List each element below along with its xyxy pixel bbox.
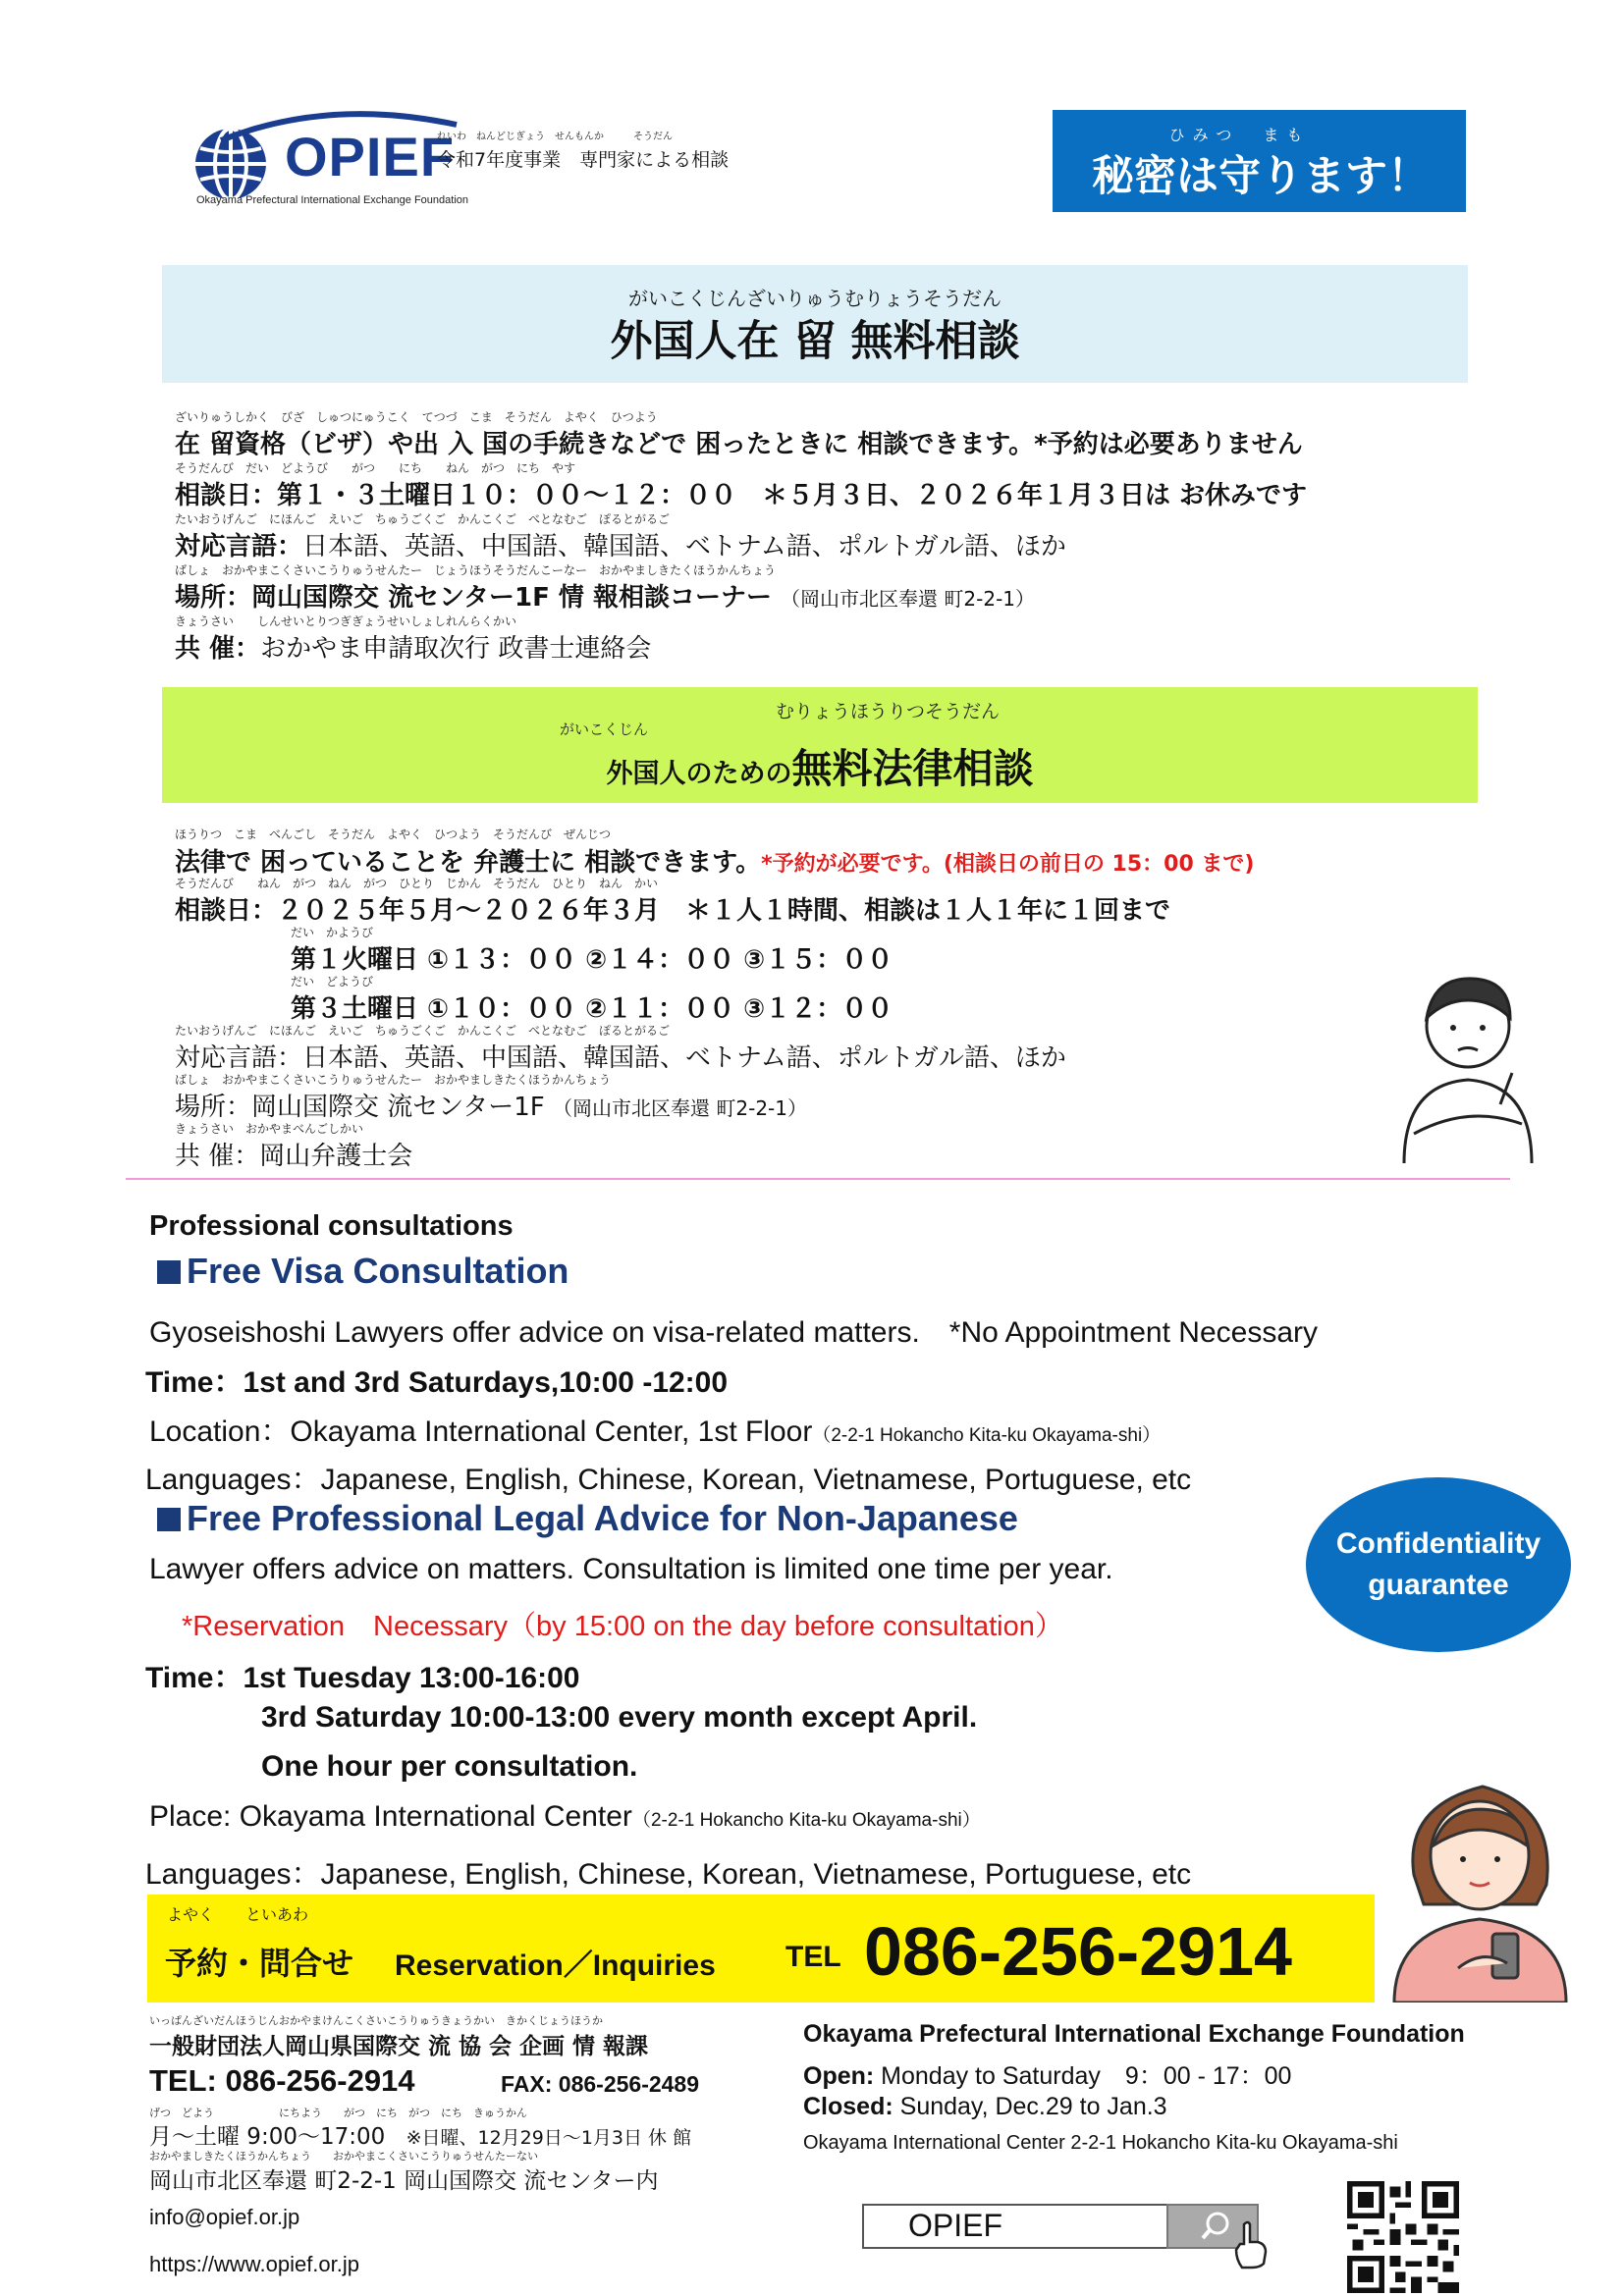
org-name: 一般財団法人岡山県国際交 流 協 会 企画 情 報課	[149, 2034, 649, 2059]
legal-date: 相談日：２０２５年５月～２０２６年３月 ＊１人１時間、相談は１人１年に１回まで	[175, 896, 1171, 926]
secret-label: 秘密は守ります！	[1092, 152, 1430, 201]
logo-text: OPIEF	[285, 126, 456, 187]
legal-time2-en: 3rd Saturday 10:00-13:00 every month except April.	[261, 1701, 978, 1734]
legal-slot1: 第１火曜日 ①１３：００ ②１４：００ ③１５：００	[291, 945, 893, 975]
visa-cohost: おかやま申請取次行 政書士連絡会	[260, 634, 652, 664]
legal-place-address-en: （2-2-1 Hokancho Kita-ku Okayama-shi）	[631, 1810, 981, 1831]
visa-place-ruby: ばしょ おかやまこくさいこうりゅうせんたー じょうほうそうだんこーなー おかやましきたくほうかんちょう	[175, 563, 777, 577]
visa-place: 岡山国際交 流センター1F 情 報相談コーナー	[251, 583, 772, 613]
visa-location-address-en: （2-2-1 Hokancho Kita-ku Okayama-shi）	[812, 1425, 1162, 1446]
visa-heading-en: Free Visa Consultation	[157, 1251, 568, 1292]
visa-intro: 在 留資格（ビザ）や出 入 国の手続きなどで 困ったときに 相談できます。*予約は必要ありません	[175, 430, 1303, 459]
visa-intro-ruby: ざいりゅうしかく びざ しゅつにゅうこく てつづ こま そうだん よやく ひつよう	[175, 410, 658, 424]
secret-badge	[1053, 110, 1466, 212]
reservation-ruby: よやく といあわ	[167, 1905, 309, 1924]
visa-cohost-label: 共 催：	[175, 634, 261, 664]
legal-time3-en: One hour per consultation.	[261, 1750, 638, 1783]
legal-cohost-label: 共 催：	[175, 1142, 260, 1171]
legal-slot1-ruby: だい かようび	[291, 926, 374, 939]
address-ruby: おかやましきたくほうかんちょう おかやまこくさいこうりゅうせんたーない	[149, 2150, 538, 2163]
footer-url[interactable]: https://www.opief.or.jp	[149, 2252, 359, 2276]
legal-cohost: 岡山弁護士会	[259, 1142, 413, 1171]
search-icon	[1198, 2209, 1237, 2244]
closed-label: Closed:	[803, 2093, 893, 2120]
search-input[interactable]	[862, 2204, 1168, 2249]
legal-date-ruby: そうだんび ねん がつ ねん がつ ひとり じかん そうだん ひとり ねん かい	[175, 877, 659, 890]
visa-time-en: Time：1st and 3rd Saturdays,10:00 -12:00	[145, 1366, 729, 1399]
footer-hours-note: ※日曜、12月29日～1月3日 休 館	[406, 2127, 692, 2149]
visa-place-label: 場所：	[175, 583, 252, 613]
reservation-en: Reservation／Inquiries	[395, 1949, 716, 1982]
confidentiality-badge	[1306, 1477, 1571, 1652]
visa-lang-label: 対応言語：	[175, 532, 303, 561]
legal-lang-ruby: たいおうげんご にほんご えいご ちゅうごくご かんこくご べとなむご ぽるとがるご	[175, 1024, 671, 1038]
org-name-en: Okayama Prefectural International Exchange Foundation	[803, 2020, 1465, 2048]
legal-place-ruby: ばしょ おかやまこくさいこうりゅうせんたー おかやましきたくほうかんちょう	[175, 1073, 612, 1087]
footer-hours: 月～土曜 9:00～17:00	[149, 2124, 386, 2150]
visa-date-ruby: そうだんび だい どようび がつ にち ねん がつ にち やす	[175, 461, 576, 475]
legal-slot2-ruby: だい どようび	[291, 975, 374, 988]
thinking-man-illustration	[1394, 957, 1542, 1163]
footer-tel[interactable]: TEL: 086-256-2914	[149, 2063, 415, 2098]
english-section-title: Professional consultations	[149, 1210, 514, 1242]
hours-ruby: げつ どよう にちよう がつ にち がつ にち きゅうかん	[149, 2107, 527, 2119]
legal-cohost-ruby: きょうさい おかやまべんごしかい	[175, 1122, 364, 1136]
legal-title: 無料法律相談	[791, 745, 1034, 792]
visa-place-address: （岡山市北区奉還 町2-2-1）	[781, 587, 1036, 611]
phone-number[interactable]: 086-256-2914	[864, 1913, 1292, 1990]
legal-languages-en: Languages：Japanese, English, Chinese, Korean, Vietnamese, Portuguese, etc	[145, 1858, 1192, 1891]
secret-ruby: ひみつ まも	[1168, 126, 1311, 144]
visa-title-band	[162, 265, 1468, 383]
visa-title: 外国人在 留 無料相談	[610, 317, 1020, 366]
legal-time1-en: Time：1st Tuesday 13:00-16:00	[145, 1662, 580, 1694]
closed-days: Sunday, Dec.29 to Jan.3	[899, 2093, 1167, 2120]
legal-languages: 日本語、英語、中国語、韓国語、ベトナム語、ポルトガル語、ほか	[302, 1043, 1066, 1073]
legal-place-address: （岡山市北区奉還 町2-2-1）	[553, 1096, 807, 1120]
visa-cohost-ruby: きょうさい しんせいとりつぎぎょうせいしょしれんらくかい	[175, 614, 517, 628]
legal-heading-en: Free Professional Legal Advice for Non-Japanese	[157, 1498, 1018, 1539]
legal-reservation-en: *Reservation Necessary（by 15:00 on the day before consultation）	[182, 1611, 1063, 1642]
legal-place: 岡山国際交 流センター1F	[251, 1093, 545, 1122]
visa-lang-ruby: たいおうげんご にほんご えいご ちゅうごくご かんこくご べとなむご ぽるとがるご	[175, 512, 671, 526]
logo-subtitle: Okayama Prefectural International Exchange Foundation	[196, 194, 468, 206]
legal-title-small: 外国人のための	[606, 759, 792, 789]
legal-intro-ruby: ほうりつ こま べんごし そうだん よやく ひつよう そうだんび ぜんじつ	[175, 828, 612, 841]
open-label: Open:	[803, 2062, 875, 2090]
legal-intro: 法律で 困っていることを 弁護士に 相談できます。	[175, 848, 762, 878]
footer-fax: FAX: 086-256-2489	[501, 2071, 700, 2097]
qr-code-icon	[1347, 2181, 1459, 2293]
reservation-jp: 予約・問合せ	[165, 1945, 354, 1982]
visa-date: 相談日：第１・３土曜日１０：００～１２：００ ＊５月３日、２０２６年１月３日は お休みです	[175, 481, 1308, 510]
visa-description-en: Gyoseishoshi Lawyers offer advice on visa-related matters. *No Appointment Necessary	[149, 1316, 1318, 1349]
section-divider	[126, 1178, 1510, 1180]
legal-title-band	[162, 687, 1478, 803]
legal-title-ruby-2: むりょうほうりつそうだん	[776, 701, 1001, 722]
footer-email[interactable]: info@opief.or.jp	[149, 2205, 300, 2229]
confidentiality-label: Confidentiality guarantee	[1335, 1527, 1542, 1601]
legal-description-en: Lawyer offers advice on matters. Consultation is limited one time per year.	[149, 1553, 1113, 1585]
header-subtitle: 令和7年度事業 専門家による相談	[437, 149, 730, 171]
visa-location-en: Location：Okayama International Center, 1st Floor	[149, 1415, 813, 1448]
address-en: Okayama International Center 2-2-1 Hokancho Kita-ku Okayama-shi	[803, 2132, 1398, 2154]
open-hours: Monday to Saturday 9：00 - 17：00	[881, 2062, 1292, 2090]
square-bullet-icon	[157, 1508, 181, 1531]
woman-with-phone-illustration	[1389, 1757, 1571, 2002]
legal-slot2: 第３土曜日 ①１０：００ ②１１：００ ③１２：００	[291, 994, 893, 1024]
legal-lang-label: 対応言語：	[175, 1043, 303, 1073]
org-ruby: いっぱんざいだんほうじんおかやまけんこくさいこうりゅうきょうかい きかくじょうほうか	[149, 2014, 603, 2027]
pointer-hand-icon	[1232, 2220, 1272, 2269]
legal-place-label: 場所：	[175, 1093, 252, 1122]
header-subtitle-ruby: れいわ ねんどじぎょう せんもんか そうだん	[437, 132, 673, 142]
search-value: OPIEF	[908, 2208, 1003, 2243]
visa-languages: 日本語、英語、中国語、韓国語、ベトナム語、ポルトガル語、ほか	[302, 532, 1066, 561]
visa-languages-en: Languages：Japanese, English, Chinese, Korean, Vietnamese, Portuguese, etc	[145, 1464, 1192, 1496]
footer-address: 岡山市北区奉還 町2-2-1 岡山国際交 流センター内	[149, 2168, 659, 2194]
visa-title-ruby: がいこくじんざいりゅうむりょうそうだん	[628, 287, 1001, 310]
legal-title-ruby-1: がいこくじん	[560, 721, 649, 738]
tel-label: TEL	[785, 1941, 841, 1973]
reservation-bar	[147, 1895, 1375, 2002]
square-bullet-icon	[157, 1260, 181, 1284]
legal-reservation-note: *予約が必要です。(相談日の前日の 15：00 まで)	[761, 852, 1255, 877]
legal-place-en: Place: Okayama International Center	[149, 1800, 632, 1833]
